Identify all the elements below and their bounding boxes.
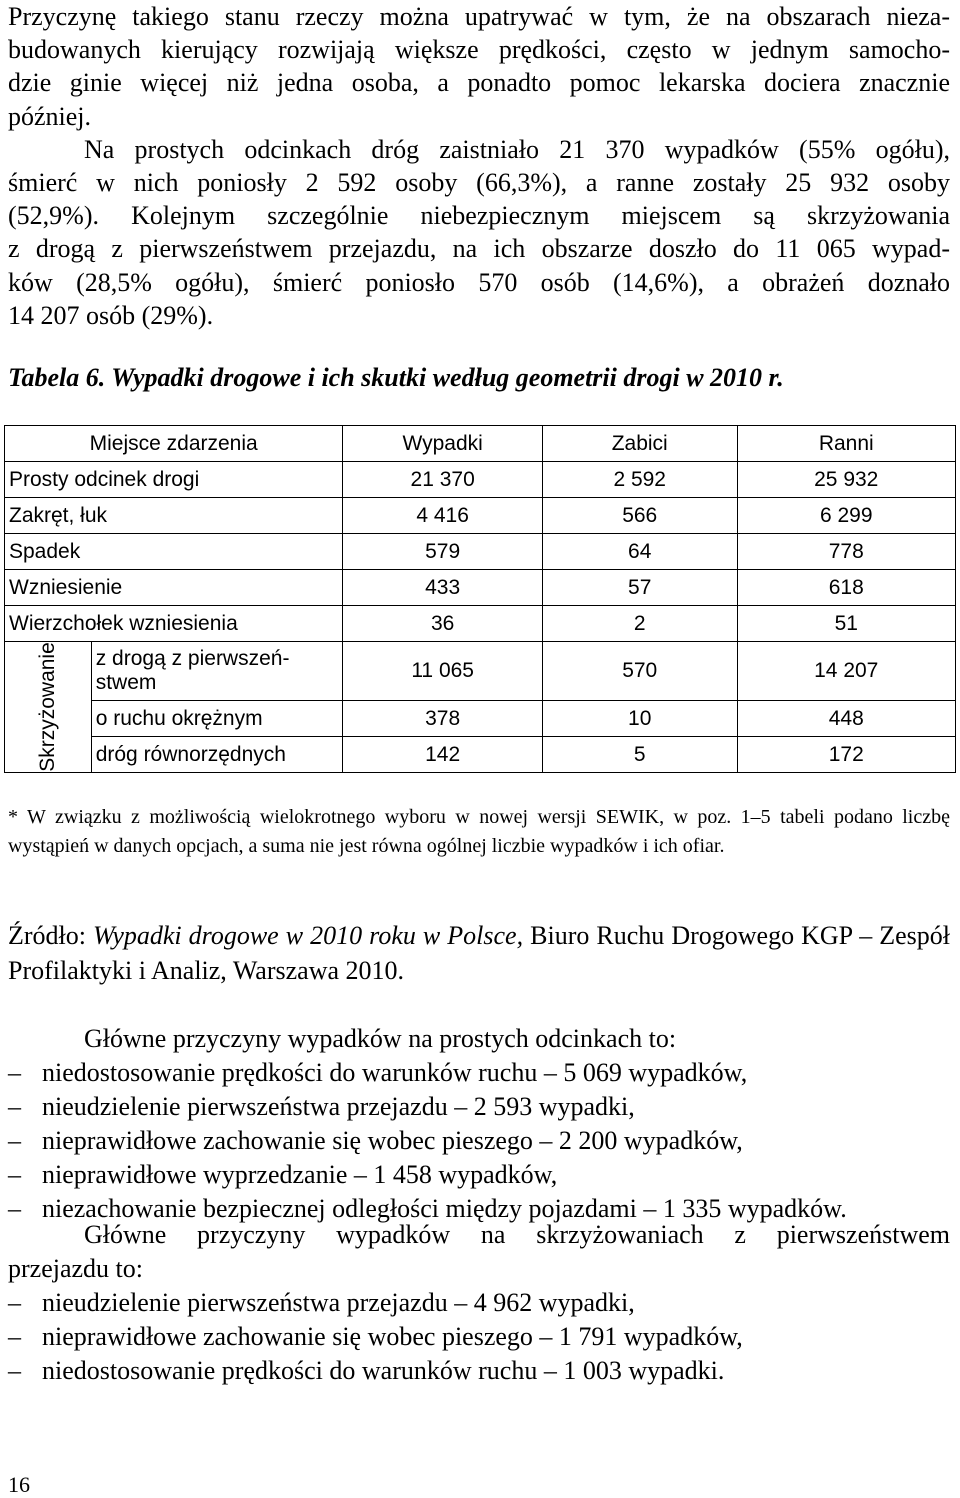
dash-bullet: – — [8, 1160, 21, 1189]
row-label: Wierzchołek wzniesienia — [5, 606, 343, 642]
list-item — [8, 1090, 950, 1124]
accidents-table — [4, 425, 956, 773]
list-item-text: nieprawidłowe zachowanie się wobec pieszego – 1 791 wypadków, — [42, 1322, 743, 1351]
source-title: Wypadki drogowe w 2010 roku w Polsce, — [93, 921, 524, 950]
list-item — [8, 1286, 950, 1320]
paragraph-line: Przyczynę takiego stanu rzeczy można upatrywać w tym, że na obszarach nieza- — [8, 2, 950, 31]
source-rest: Biuro Ruchu Drogowego KGP – Zespół Profilaktyki i Analiz, Warszawa 2010. — [8, 921, 951, 985]
cell-wypadki: 433 — [343, 570, 543, 606]
source-prefix: Źródło: — [8, 921, 86, 950]
body-paragraph — [8, 0, 950, 332]
paragraph-line: śmierć w nich poniosły 2 592 osoby (66,3%), a ranne zostały 25 932 osoby — [8, 167, 950, 197]
table-row — [5, 642, 956, 701]
row-label: dróg równorzędnych — [91, 737, 343, 773]
list-item — [8, 1158, 950, 1192]
list-item — [8, 1056, 950, 1090]
list-item-text: niedostosowanie prędkości do warunków ruchu – 5 069 wypadków, — [42, 1058, 748, 1087]
header-ranni: Ranni — [737, 426, 956, 462]
paragraph-line: Na prostych odcinkach dróg zaistniało 21 370 wypadków (55% ogółu), — [84, 134, 950, 164]
cell-ranni: 618 — [737, 570, 956, 606]
table-row — [5, 534, 956, 570]
list-intro-continuation: przejazdu to: — [8, 1254, 143, 1283]
cell-wypadki: 579 — [343, 534, 543, 570]
table-footnote: * W związku z możliwością wielokrotnego wyboru w nowej wersji SEWIK, w poz. 1–5 tabeli podano liczbę wystąpień w danych opcjach, a suma nie jest równa ogólnej liczbie wypadków i ich ofiar. — [8, 806, 950, 857]
cell-ranni: 25 932 — [737, 462, 956, 498]
list-item — [8, 1320, 950, 1354]
cell-ranni: 448 — [737, 701, 956, 737]
table-row — [5, 737, 956, 773]
table-header-row — [5, 426, 956, 462]
paragraph-line: później. — [8, 101, 92, 131]
list-item-text: niedostosowanie prędkości do warunków ruchu – 1 003 wypadki. — [42, 1356, 725, 1385]
cell-zabici: 57 — [542, 570, 737, 606]
list-item — [8, 1354, 950, 1388]
table-caption: Tabela 6. Wypadki drogowe i ich skutki według geometrii drogi w 2010 r. — [8, 363, 784, 392]
cell-zabici: 64 — [542, 534, 737, 570]
dash-bullet: – — [8, 1288, 21, 1317]
cell-ranni: 14 207 — [737, 642, 956, 701]
group-label-skrzyzowanie: Skrzyżowanie — [35, 642, 59, 772]
cell-wypadki: 21 370 — [343, 462, 543, 498]
source-citation — [8, 918, 950, 988]
dash-bullet: – — [8, 1356, 21, 1385]
causes-list-intersections — [8, 1218, 950, 1388]
page-number: 16 — [8, 1472, 30, 1497]
group-label-cell — [5, 642, 92, 773]
list-item-text: nieudzielenie pierwszeństwa przejazdu – 2 593 wypadki, — [42, 1092, 635, 1121]
list-item-text: niezachowanie bezpiecznej odległości między pojazdami – 1 335 wypadków. — [42, 1194, 847, 1223]
cell-wypadki: 4 416 — [343, 498, 543, 534]
cell-wypadki: 142 — [343, 737, 543, 773]
row-label: Wzniesienie — [5, 570, 343, 606]
row-label-line: z drogą z pierwszeń- — [95, 647, 290, 670]
header-wypadki: Wypadki — [343, 426, 543, 462]
row-label: o ruchu okrężnym — [91, 701, 343, 737]
paragraph-line: (52,9%). Kolejnym szczególnie niebezpiecznym miejscem są skrzyżowania — [8, 201, 950, 231]
dash-bullet: – — [8, 1194, 21, 1223]
cell-wypadki: 378 — [343, 701, 543, 737]
list-intro: Główne przyczyny wypadków na prostych odcinkach to: — [84, 1024, 677, 1053]
cell-zabici: 10 — [542, 701, 737, 737]
cell-ranni: 172 — [737, 737, 956, 773]
table-row — [5, 462, 956, 498]
list-item-text: nieprawidłowe wyprzedzanie – 1 458 wypadków, — [42, 1160, 558, 1189]
cell-wypadki: 11 065 — [343, 642, 543, 701]
paragraph-line: 14 207 osób (29%). — [8, 300, 214, 330]
dash-bullet: – — [8, 1058, 21, 1087]
table-row — [5, 606, 956, 642]
cell-zabici: 2 592 — [542, 462, 737, 498]
table-row — [5, 498, 956, 534]
row-label-line: stwem — [95, 671, 157, 694]
cell-ranni: 51 — [737, 606, 956, 642]
list-item-text: nieprawidłowe zachowanie się wobec pieszego – 2 200 wypadków, — [42, 1126, 743, 1155]
list-item — [8, 1124, 950, 1158]
header-zabici: Zabici — [542, 426, 737, 462]
dash-bullet: – — [8, 1322, 21, 1351]
row-label: Spadek — [5, 534, 343, 570]
cell-zabici: 2 — [542, 606, 737, 642]
row-label — [91, 642, 343, 701]
dash-bullet: – — [8, 1092, 21, 1121]
paragraph-line: ków (28,5% ogółu), śmierć poniosło 570 osób (14,6%), a obrażeń doznało — [8, 267, 950, 297]
row-label: Prosty odcinek drogi — [5, 462, 343, 498]
causes-list-straight — [8, 1022, 950, 1226]
paragraph-line: budowanych kierujący rozwijają większe prędkości, często w jednym samocho- — [8, 35, 950, 65]
paragraph-line: z drogą z pierwszeństwem przejazdu, na ich obszarze doszło do 11 065 wypad- — [8, 234, 950, 264]
header-miejsce: Miejsce zdarzenia — [5, 426, 343, 462]
table-row — [5, 701, 956, 737]
list-intro: Główne przyczyny wypadków na skrzyżowaniach z pierwszeństwem — [84, 1220, 950, 1249]
cell-ranni: 778 — [737, 534, 956, 570]
cell-zabici: 5 — [542, 737, 737, 773]
row-label: Zakręt, łuk — [5, 498, 343, 534]
list-item-text: nieudzielenie pierwszeństwa przejazdu – 4 962 wypadki, — [42, 1288, 635, 1317]
cell-ranni: 6 299 — [737, 498, 956, 534]
paragraph-line: dzie ginie więcej niż jedna osoba, a ponadto pomoc lekarska dociera znacznie — [8, 68, 950, 98]
cell-zabici: 566 — [542, 498, 737, 534]
dash-bullet: – — [8, 1126, 21, 1155]
table-row — [5, 570, 956, 606]
cell-wypadki: 36 — [343, 606, 543, 642]
cell-zabici: 570 — [542, 642, 737, 701]
